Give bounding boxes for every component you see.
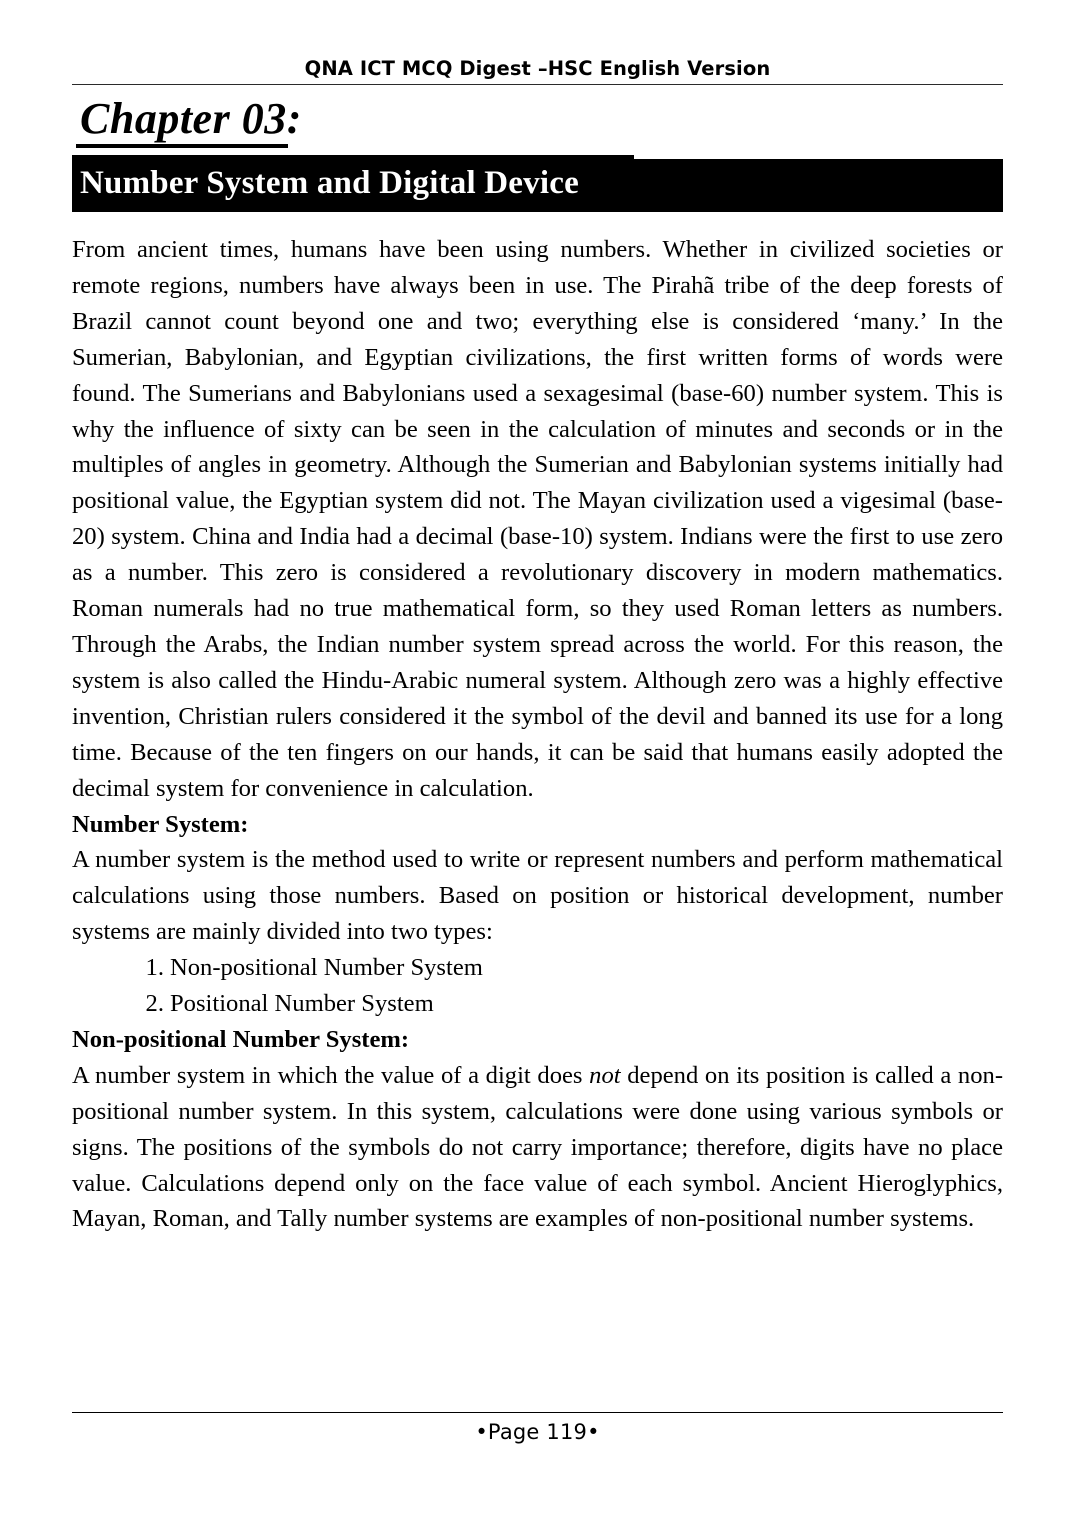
list-item [72,986,1003,1022]
number-system-definition: A number system is the method used to write or represent numbers and perform mathematical calculations using those numbers. Based on position or historical development, number systems are mainly divided into two types: [72,846,1003,946]
list-item-number: 1. [145,954,164,982]
intro-paragraph: From ancient times, humans have been using numbers. Whether in civilized societies or remote regions, numbers have always been in use. The Pirahã tribe of the deep forests of Brazil cannot count beyond one and two; everything else is considered ‘many.’ In the Sumerian, Babylonian, and Egyptian civilizations, the first written forms of words were found. The Sumerians and Babylonians used a sexagesimal (base-60) number system. This is why the influence of sixty can be seen in the calculation of minutes and seconds or in the multiples of angles in geometry. Although the Sumerian and Babylonian systems initially had positional value, the Egyptian system did not. The Mayan civilization used a vigesimal (base-20) system. China and India had a decimal (base-10) system. Indians were the first to use zero as a number. This zero is considered a revolutionary discovery in modern mathematics. Roman numerals had no true mathematical form, so they used Roman letters as numbers. Through the Arabs, the Indian number system spread across the world. For this reason, the system is also called the Hindu-Arabic numeral system. Although zero was a highly effective invention, Christian rulers considered it the symbol of the devil and banned its use for a long time. Because of the ten fingers on our hands, it can be said that humans easily adopted the decimal system for convenience in calculation. [72,236,1003,802]
chapter-label-underline [76,144,288,148]
page-footer [72,1412,1003,1444]
definition-text-part-one: A number system in which the value of a digit does [72,1061,590,1089]
page-content [72,232,1003,1237]
definition-text-part-two: depend on its position is called a non-positional number system. In this system, calculations were done using various symbols or signs. The positions of the symbols do not carry importance; therefore, digits have no place value. Calculations depend only on the face value of each symbol. Ancient Hieroglyphics, Mayan, Roman, and Tally number systems are examples of non-positional number systems. [72,1061,1004,1233]
heading-number-system: Number System: [72,810,249,838]
non-positional-definition [72,1058,1003,1238]
running-header-title: QNA ICT MCQ Digest –HSC English Version [304,57,771,80]
chapter-title-banner [72,155,1003,212]
number-system-type-list [72,950,1003,1022]
list-item-label: Non-positional Number System [170,954,483,982]
header-divider-rule [72,84,1003,85]
list-item-number: 2. [145,990,164,1018]
emphasized-word-not: not [589,1061,621,1089]
chapter-label: Chapter 03: [80,94,302,143]
heading-non-positional-number-system: Non-positional Number System: [72,1025,410,1053]
chapter-banner-title: Number System and Digital Device [80,165,579,201]
page-number-label: •Page 119• [475,1420,600,1444]
banner-fill-right [634,159,1003,212]
page-header [72,58,1003,85]
list-item [72,950,1003,986]
footer-divider-rule [72,1412,1003,1413]
list-item-label: Positional Number System [170,990,434,1018]
